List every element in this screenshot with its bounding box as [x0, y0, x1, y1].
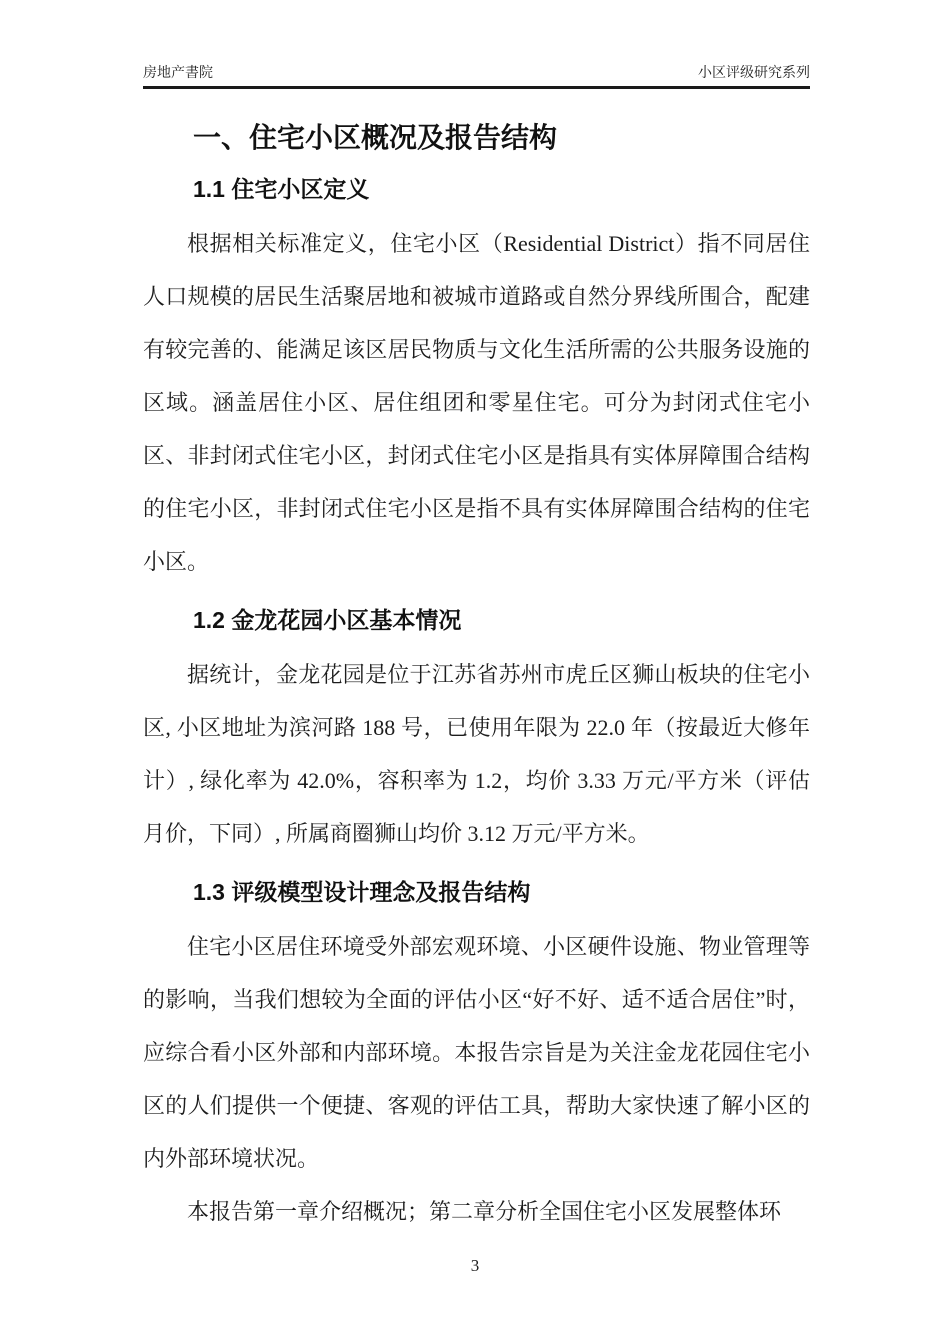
section-1-1-heading: 1.1 住宅小区定义: [193, 176, 370, 202]
section-1-3: [143, 876, 810, 1238]
section-1-1: [143, 173, 810, 588]
page-header-row: [143, 62, 810, 86]
document-content: [143, 93, 810, 1238]
chapter-title: 一、住宅小区概况及报告结构: [193, 122, 558, 153]
section-1-2-heading: 1.2 金龙花园小区基本情况: [193, 607, 462, 633]
section-1-2: [143, 604, 810, 860]
page-number: 3: [470, 1256, 480, 1275]
page-header: [143, 62, 810, 89]
section-1-2-paragraph: 据统计，金龙花园是位于江苏省苏州市虎丘区狮山板块的住宅小区, 小区地址为滨河路 188 号，已使用年限为 22.0 年（按最近大修年计）, 绿化率为 42.0%，容积率为 1.2，均价 3.33 万元/平方米（评估月价，下同）, 所属商圈狮山均价 3.12 万元/平方米。: [143, 662, 810, 846]
section-1-1-paragraph: 根据相关标准定义，住宅小区（Residential District）指不同居住人口规模的居民生活聚居地和被城市道路或自然分界线所围合，配建有较完善的、能满足该区居民物质与文化生活所需的公共服务设施的区域。涵盖居住小区、居住组团和零星住宅。可分为封闭式住宅小区、非封闭式住宅小区，封闭式住宅小区是指具有实体屏障围合结构的住宅小区，非封闭式住宅小区是指不具有实体屏障围合结构的住宅小区。: [143, 231, 810, 574]
section-1-3-paragraph-2: 本报告第一章介绍概况；第二章分析全国住宅小区发展整体环: [187, 1199, 782, 1224]
header-rule: [143, 86, 810, 89]
section-1-3-heading: 1.3 评级模型设计理念及报告结构: [193, 879, 531, 905]
section-1-3-paragraph-1: 住宅小区居住环境受外部宏观环境、小区硬件设施、物业管理等的影响，当我们想较为全面的评估小区“好不好、适不适合居住”时，应综合看小区外部和内部环境。本报告宗旨是为关注金龙花园住宅小区的人们提供一个便捷、客观的评估工具，帮助大家快速了解小区的内外部环境状况。: [143, 934, 810, 1171]
header-right-text: 小区评级研究系列: [698, 64, 810, 80]
header-left-text: 房地产書院: [143, 64, 213, 80]
